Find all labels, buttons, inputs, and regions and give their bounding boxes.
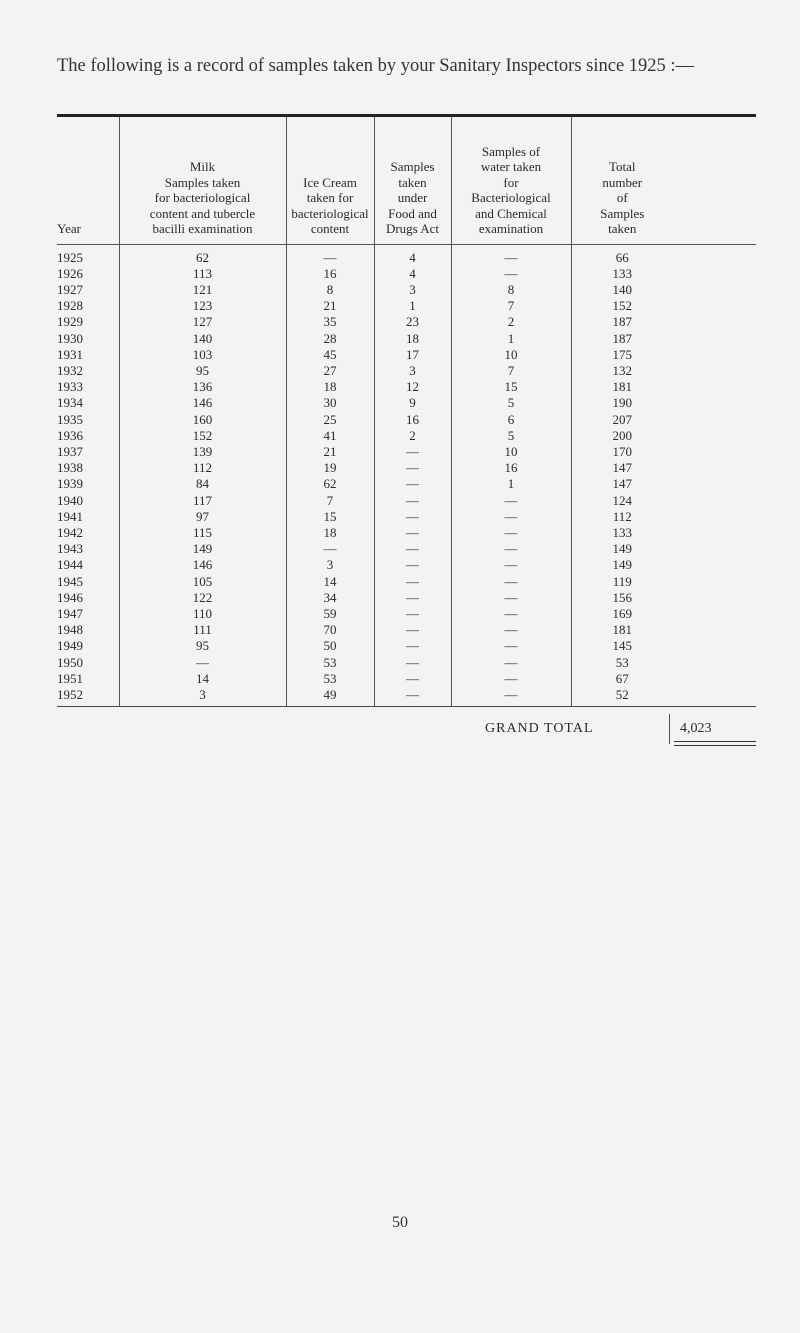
milk-cell: 121	[119, 282, 286, 298]
milk-cell: 140	[119, 331, 286, 347]
row-spacer	[673, 331, 756, 347]
total-cell: 149	[571, 557, 673, 573]
ice-cream-cell: 28	[286, 331, 374, 347]
water-cell: —	[451, 244, 571, 266]
year-cell: 1945	[57, 573, 83, 589]
total-cell: 181	[571, 622, 673, 638]
total-cell: 132	[571, 363, 673, 379]
year-cell: 1926	[57, 265, 83, 281]
table-row	[57, 363, 756, 379]
total-cell: 149	[571, 541, 673, 557]
milk-cell: 111	[119, 622, 286, 638]
total-cell: 53	[571, 655, 673, 671]
header-water: Samples of water taken for Bacteriological and Chemical examination	[451, 117, 571, 244]
food-drugs-cell: —	[374, 574, 451, 590]
table-row	[57, 314, 756, 330]
row-spacer	[673, 622, 756, 638]
ice-cream-cell: 41	[286, 428, 374, 444]
milk-cell: 113	[119, 266, 286, 282]
water-cell: —	[451, 266, 571, 282]
total-cell: 181	[571, 379, 673, 395]
table-row	[57, 622, 756, 638]
table-row	[57, 638, 756, 654]
water-cell: 7	[451, 363, 571, 379]
milk-cell: 139	[119, 444, 286, 460]
header-row	[57, 117, 756, 244]
ice-cream-cell: 3	[286, 557, 374, 573]
food-drugs-cell: —	[374, 476, 451, 492]
table-row	[57, 266, 756, 282]
row-spacer	[673, 298, 756, 314]
water-cell: 6	[451, 412, 571, 428]
milk-cell: 160	[119, 412, 286, 428]
page-number: 50	[392, 1214, 408, 1231]
year-cell: 1950	[57, 654, 83, 670]
row-spacer	[673, 428, 756, 444]
food-drugs-cell: 3	[374, 282, 451, 298]
row-spacer	[673, 347, 756, 363]
year-cell: 1927	[57, 281, 83, 297]
water-cell: —	[451, 622, 571, 638]
year-cell: 1928	[57, 298, 83, 314]
food-drugs-cell: —	[374, 622, 451, 638]
milk-cell: 136	[119, 379, 286, 395]
milk-cell: 152	[119, 428, 286, 444]
row-spacer	[673, 493, 756, 509]
food-drugs-cell: 3	[374, 363, 451, 379]
year-cell: 1947	[57, 605, 83, 621]
ice-cream-cell: 15	[286, 509, 374, 525]
table-row	[57, 347, 756, 363]
milk-cell: 3	[119, 687, 286, 707]
ice-cream-cell: 8	[286, 282, 374, 298]
row-spacer	[673, 655, 756, 671]
year-cell: 1943	[57, 541, 83, 557]
year-cell: 1949	[57, 638, 83, 654]
year-cell: 1936	[57, 427, 83, 443]
table-row	[57, 509, 756, 525]
food-drugs-cell: —	[374, 671, 451, 687]
food-drugs-cell: —	[374, 493, 451, 509]
table-row	[57, 655, 756, 671]
milk-cell: 146	[119, 557, 286, 573]
food-drugs-cell: —	[374, 606, 451, 622]
table-row	[57, 331, 756, 347]
total-cell: 187	[571, 314, 673, 330]
milk-cell: 127	[119, 314, 286, 330]
row-spacer	[673, 638, 756, 654]
table-row	[57, 606, 756, 622]
milk-cell: 95	[119, 363, 286, 379]
water-cell: 5	[451, 395, 571, 411]
ice-cream-cell: 30	[286, 395, 374, 411]
row-spacer	[673, 590, 756, 606]
table-row	[57, 687, 756, 707]
table-row	[57, 493, 756, 509]
total-cell: 170	[571, 444, 673, 460]
food-drugs-cell: 2	[374, 428, 451, 444]
table-row	[57, 412, 756, 428]
total-cell: 200	[571, 428, 673, 444]
samples-table-container	[57, 114, 758, 736]
milk-cell: 103	[119, 347, 286, 363]
food-drugs-cell: 23	[374, 314, 451, 330]
table-row	[57, 476, 756, 492]
table-row	[57, 671, 756, 687]
milk-cell: 123	[119, 298, 286, 314]
header-food-drugs: Samples taken under Food and Drugs Act	[374, 117, 451, 244]
ice-cream-cell: 53	[286, 671, 374, 687]
row-spacer	[673, 444, 756, 460]
water-cell: 5	[451, 428, 571, 444]
row-spacer	[673, 687, 756, 707]
food-drugs-cell: 18	[374, 331, 451, 347]
header-year: Year	[57, 117, 119, 244]
ice-cream-cell: 53	[286, 655, 374, 671]
total-cell: 119	[571, 574, 673, 590]
year-cell: 1932	[57, 362, 83, 378]
ice-cream-cell: —	[286, 244, 374, 266]
total-cell: 147	[571, 476, 673, 492]
grand-total-value: 4,023	[680, 721, 712, 736]
row-spacer	[673, 525, 756, 541]
table-row	[57, 557, 756, 573]
food-drugs-cell: —	[374, 444, 451, 460]
row-spacer	[673, 557, 756, 573]
ice-cream-cell: 34	[286, 590, 374, 606]
year-cell: 1931	[57, 346, 83, 362]
water-cell: —	[451, 525, 571, 541]
row-spacer	[673, 314, 756, 330]
table-body	[57, 244, 756, 707]
milk-cell: 95	[119, 638, 286, 654]
total-cell: 124	[571, 493, 673, 509]
milk-cell: 122	[119, 590, 286, 606]
ice-cream-cell: 16	[286, 266, 374, 282]
header-milk: Milk Samples taken for bacteriological content and tubercle bacilli examination	[119, 117, 286, 244]
table-row	[57, 395, 756, 411]
total-cell: 67	[571, 671, 673, 687]
total-cell: 140	[571, 282, 673, 298]
year-cell: 1939	[57, 476, 83, 492]
row-spacer	[673, 606, 756, 622]
total-cell: 133	[571, 266, 673, 282]
total-cell: 187	[571, 331, 673, 347]
total-cell: 190	[571, 395, 673, 411]
row-spacer	[673, 379, 756, 395]
year-cell: 1925	[57, 249, 83, 265]
year-cell: 1938	[57, 460, 83, 476]
milk-cell: 14	[119, 671, 286, 687]
food-drugs-cell: 9	[374, 395, 451, 411]
water-cell: —	[451, 655, 571, 671]
food-drugs-cell: —	[374, 525, 451, 541]
year-cell: 1929	[57, 314, 83, 330]
row-spacer	[673, 395, 756, 411]
water-cell: 8	[451, 282, 571, 298]
ice-cream-cell: 70	[286, 622, 374, 638]
row-spacer	[673, 541, 756, 557]
row-spacer	[673, 460, 756, 476]
ice-cream-cell: 49	[286, 687, 374, 707]
table-row	[57, 379, 756, 395]
table-row	[57, 541, 756, 557]
ice-cream-cell: 62	[286, 476, 374, 492]
total-cell: 152	[571, 298, 673, 314]
total-cell: 145	[571, 638, 673, 654]
row-spacer	[673, 412, 756, 428]
year-cell: 1952	[57, 687, 119, 707]
food-drugs-cell: 4	[374, 266, 451, 282]
water-cell: —	[451, 638, 571, 654]
food-drugs-cell: —	[374, 509, 451, 525]
table-row	[57, 244, 756, 266]
row-spacer	[673, 509, 756, 525]
water-cell: —	[451, 493, 571, 509]
water-cell: 16	[451, 460, 571, 476]
ice-cream-cell: 35	[286, 314, 374, 330]
grand-total-divider	[669, 714, 670, 744]
year-cell: 1946	[57, 589, 83, 605]
total-cell: 66	[571, 244, 673, 266]
row-spacer	[673, 266, 756, 282]
header-total: Total number of Samples taken	[571, 117, 673, 244]
year-cell: 1935	[57, 411, 83, 427]
row-spacer	[673, 671, 756, 687]
water-cell: 10	[451, 444, 571, 460]
ice-cream-cell: 18	[286, 379, 374, 395]
row-spacer	[673, 282, 756, 298]
food-drugs-cell: 17	[374, 347, 451, 363]
water-cell: —	[451, 606, 571, 622]
total-cell: 169	[571, 606, 673, 622]
total-cell: 52	[571, 687, 673, 707]
ice-cream-cell: 21	[286, 444, 374, 460]
ice-cream-cell: 21	[286, 298, 374, 314]
header-ice-cream: Ice Cream taken for bacteriological content	[286, 117, 374, 244]
food-drugs-cell: —	[374, 687, 451, 707]
header-spacer	[673, 117, 756, 244]
year-cell: 1940	[57, 492, 83, 508]
table-row	[57, 282, 756, 298]
water-cell: 7	[451, 298, 571, 314]
year-cell: 1941	[57, 508, 83, 524]
total-cell: 112	[571, 509, 673, 525]
food-drugs-cell: —	[374, 638, 451, 654]
ice-cream-cell: 7	[286, 493, 374, 509]
year-cell: 1948	[57, 622, 83, 638]
milk-cell: 149	[119, 541, 286, 557]
intro-text: The following is a record of samples taken by your Sanitary Inspectors since 1925 :—	[57, 56, 695, 76]
water-cell: 10	[451, 347, 571, 363]
food-drugs-cell: —	[374, 460, 451, 476]
milk-cell: 105	[119, 574, 286, 590]
total-cell: 207	[571, 412, 673, 428]
year-cell: 1942	[57, 524, 83, 540]
milk-cell: 146	[119, 395, 286, 411]
year-cell: 1937	[57, 443, 83, 459]
water-cell: 15	[451, 379, 571, 395]
ice-cream-cell: 19	[286, 460, 374, 476]
total-cell: 156	[571, 590, 673, 606]
samples-table	[57, 117, 756, 707]
year-cell: 1944	[57, 557, 83, 573]
table-row	[57, 444, 756, 460]
water-cell: —	[451, 671, 571, 687]
total-cell: 175	[571, 347, 673, 363]
water-cell: 1	[451, 476, 571, 492]
food-drugs-cell: 12	[374, 379, 451, 395]
food-drugs-cell: —	[374, 655, 451, 671]
table-row	[57, 460, 756, 476]
milk-cell: 110	[119, 606, 286, 622]
year-cell: 1930	[57, 330, 83, 346]
grand-total-label: GRAND TOTAL	[485, 721, 594, 736]
water-cell: —	[451, 509, 571, 525]
milk-cell: 62	[119, 244, 286, 266]
ice-cream-cell: 59	[286, 606, 374, 622]
ice-cream-cell: 14	[286, 574, 374, 590]
milk-cell: 84	[119, 476, 286, 492]
table-row	[57, 298, 756, 314]
water-cell: 2	[451, 314, 571, 330]
total-cell: 147	[571, 460, 673, 476]
milk-cell: 117	[119, 493, 286, 509]
table-row	[57, 525, 756, 541]
year-cell: 1933	[57, 379, 83, 395]
year-cell: 1934	[57, 395, 83, 411]
row-spacer	[673, 363, 756, 379]
water-cell: 1	[451, 331, 571, 347]
ice-cream-cell: 27	[286, 363, 374, 379]
milk-cell: 97	[119, 509, 286, 525]
table-row	[57, 590, 756, 606]
ice-cream-cell: 45	[286, 347, 374, 363]
food-drugs-cell: 1	[374, 298, 451, 314]
ice-cream-cell: 25	[286, 412, 374, 428]
food-drugs-cell: —	[374, 541, 451, 557]
water-cell: —	[451, 574, 571, 590]
milk-cell: 112	[119, 460, 286, 476]
ice-cream-cell: 50	[286, 638, 374, 654]
row-spacer	[673, 574, 756, 590]
table-row	[57, 574, 756, 590]
water-cell: —	[451, 590, 571, 606]
milk-cell: 115	[119, 525, 286, 541]
water-cell: —	[451, 687, 571, 707]
total-cell: 133	[571, 525, 673, 541]
table-row	[57, 428, 756, 444]
ice-cream-cell: 18	[286, 525, 374, 541]
food-drugs-cell: 4	[374, 244, 451, 266]
water-cell: —	[451, 541, 571, 557]
row-spacer	[673, 244, 756, 266]
row-spacer	[673, 476, 756, 492]
ice-cream-cell: —	[286, 541, 374, 557]
food-drugs-cell: 16	[374, 412, 451, 428]
water-cell: —	[451, 557, 571, 573]
food-drugs-cell: —	[374, 590, 451, 606]
grand-total-double-rule	[674, 741, 756, 746]
year-cell: 1951	[57, 670, 83, 686]
food-drugs-cell: —	[374, 557, 451, 573]
milk-cell: —	[119, 655, 286, 671]
